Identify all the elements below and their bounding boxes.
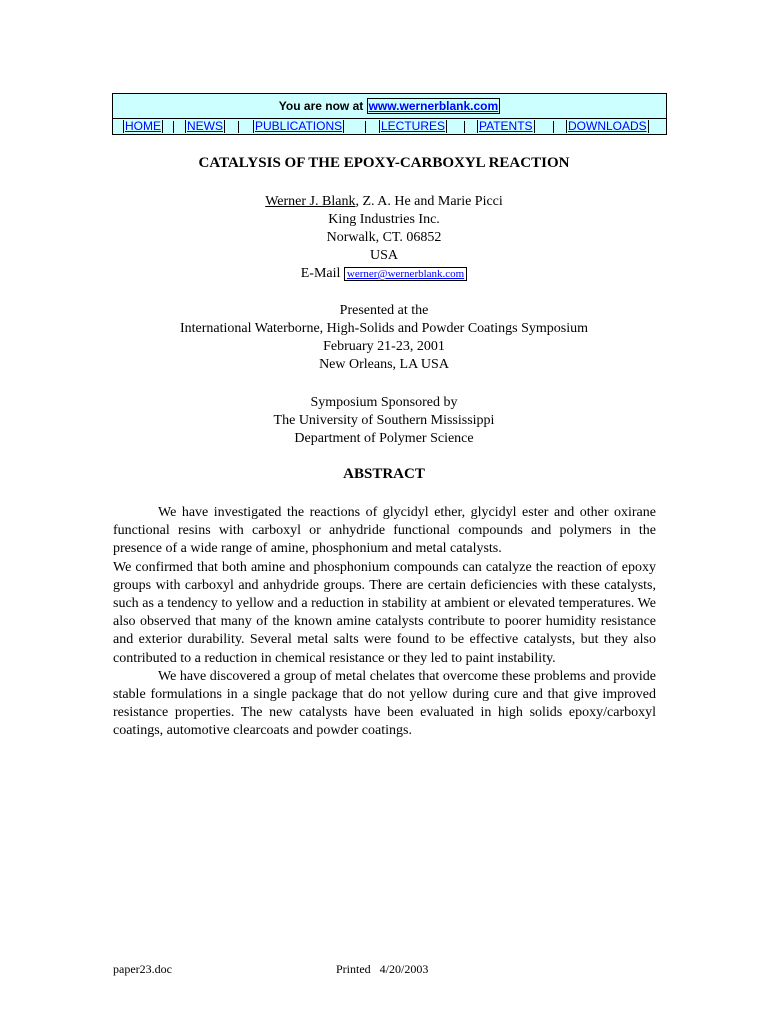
site-location-text: You are now at [278, 99, 367, 113]
nav-separator [238, 121, 239, 133]
site-nav-box [112, 93, 667, 135]
nav-separator [365, 121, 366, 133]
nav-link-news[interactable]: NEWS [187, 119, 223, 133]
university: The University of Southern Mississippi [273, 413, 495, 428]
presentation-block [0, 302, 768, 374]
presented-at: Presented at the [339, 303, 429, 318]
footer-printed-date: Printed 4/20/2003 [336, 962, 429, 976]
nav-link-lectures[interactable]: LECTURES [381, 119, 446, 133]
email-line [0, 265, 768, 283]
email-link[interactable]: werner@wernerblank.com [344, 267, 467, 281]
lead-author: Werner J. Blank [265, 194, 356, 209]
author-line [0, 193, 768, 211]
company: King Industries Inc. [328, 212, 440, 227]
nav-separator [173, 121, 174, 133]
symposium-location: New Orleans, LA USA [319, 357, 449, 372]
sponsor-block [0, 394, 768, 448]
abstract-paragraph: We have investigated the reactions of glycidyl ether, glycidyl ester and other oxirane functional resins with carboxyl or anhydride functional compounds and polymers in the presence of a wide range of amine, phosphonium and metal catalysts. [113, 505, 656, 557]
country: USA [369, 248, 398, 263]
sponsored-by: Symposium Sponsored by [310, 395, 458, 410]
email-label: E-Mail [300, 266, 344, 281]
nav-separator [464, 121, 465, 133]
symposium-dates: February 21-23, 2001 [323, 339, 445, 354]
nav-link-downloads[interactable]: DOWNLOADS [568, 119, 647, 133]
nav-link-publications[interactable]: PUBLICATIONS [255, 119, 343, 133]
footer-filename: paper23.doc [113, 962, 172, 976]
coauthors: , Z. A. He and Marie Picci [355, 194, 503, 209]
department: Department of Polymer Science [294, 431, 474, 446]
nav-link-patents[interactable]: PATENTS [479, 119, 533, 133]
symposium-name: International Waterborne, High-Solids and Powder Coatings Symposium [179, 321, 589, 336]
site-location-bar [113, 94, 666, 119]
nav-link-home[interactable]: HOME [125, 119, 161, 133]
nav-separator [553, 121, 554, 133]
city: Norwalk, CT. 06852 [326, 230, 442, 245]
author-block [0, 193, 768, 283]
abstract-heading: ABSTRACT [343, 466, 425, 482]
abstract-paragraph: We confirmed that both amine and phosphonium compounds can catalyze the reaction of epoxy groups with carboxyl and anhydride groups. There are certain deficiencies with these catalysts, such as a tendency to yellow and a reduction in stability at ambient or elevated temperatures. We also observed that many of the known amine catalysts contribute to poorer humidity resistance and exterior durability. Several metal salts were found to be effective catalysts, but they also contributed to a reduction in chemical resistance or they led to paint instability. [113, 559, 656, 666]
abstract-paragraph: We have discovered a group of metal chelates that overcome these problems and provide stable formulations in a single package that do not yellow during cure and that give improved resistance properties. The new catalysts have been evaluated in high solids epoxy/carboxyl coatings, automotive clearcoats and powder coatings. [113, 668, 656, 739]
nav-links-row [113, 119, 666, 135]
paper-title: CATALYSIS OF THE EPOXY-CARBOXYL REACTION [198, 155, 570, 171]
abstract-body [113, 504, 656, 741]
site-home-link[interactable]: www.wernerblank.com [368, 99, 499, 113]
